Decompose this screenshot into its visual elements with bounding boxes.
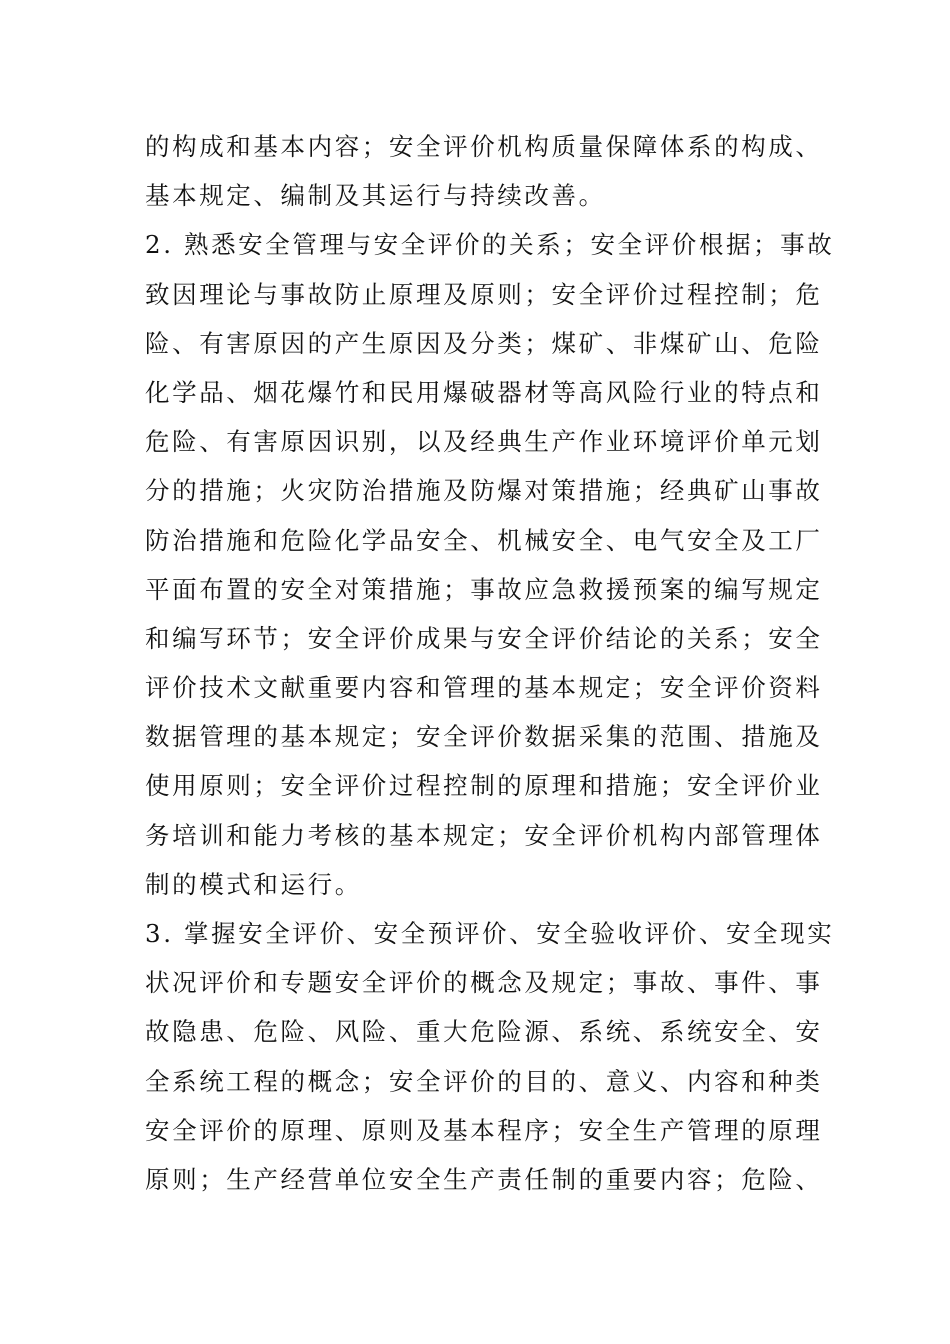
text-line: 故隐患、危险、风险、重大危险源、系统、系统安全、安 bbox=[145, 1017, 823, 1047]
text-line: 原则；生产经营单位安全生产责任制的重要内容；危险、 bbox=[145, 1164, 823, 1194]
text-line: 平面布置的安全对策措施；事故应急救援预案的编写规定 bbox=[145, 574, 823, 604]
text-line: 3. 掌握安全评价、安全预评价、安全验收评价、安全现实 bbox=[145, 919, 835, 948]
text-line: 防治措施和危险化学品安全、机械安全、电气安全及工厂 bbox=[145, 525, 823, 555]
body-text bbox=[145, 122, 835, 1204]
text-line: 的构成和基本内容；安全评价机构质量保障体系的构成、 bbox=[145, 132, 823, 161]
text-line: 状况评价和专题安全评价的概念及规定；事故、事件、事 bbox=[145, 968, 823, 998]
text-line: 和编写环节；安全评价成果与安全评价结论的关系；安全 bbox=[145, 623, 823, 653]
text-line: 使用原则；安全评价过程控制的原理和措施；安全评价业 bbox=[145, 771, 823, 801]
text-line: 化学品、烟花爆竹和民用爆破器材等高风险行业的特点和 bbox=[145, 377, 823, 407]
text-line: 数据管理的基本规定；安全评价数据采集的范围、措施及 bbox=[145, 722, 823, 752]
text-line: 全系统工程的概念；安全评价的目的、意义、内容和种类 bbox=[145, 1066, 823, 1096]
text-line: 险、有害原因的产生原因及分类；煤矿、非煤矿山、危险 bbox=[145, 328, 823, 358]
text-line: 基本规定、编制及其运行与持续改善。 bbox=[145, 181, 606, 211]
text-line: 危险、有害原因识别，以及经典生产作业环境评价单元划 bbox=[145, 427, 823, 457]
text-line: 2. 熟悉安全管理与安全评价的关系；安全评价根据；事故 bbox=[145, 230, 835, 260]
text-line: 制的模式和运行。 bbox=[145, 869, 362, 899]
text-line: 分的措施；火灾防治措施及防爆对策措施；经典矿山事故 bbox=[145, 476, 823, 506]
text-line: 评价技术文献重要内容和管理的基本规定；安全评价资料 bbox=[145, 673, 823, 703]
text-line: 务培训和能力考核的基本规定；安全评价机构内部管理体 bbox=[145, 820, 823, 850]
text-line: 致因理论与事故防止原理及原则；安全评价过程控制；危 bbox=[145, 279, 823, 309]
text-line: 安全评价的原理、原则及基本程序；安全生产管理的原理 bbox=[145, 1115, 823, 1145]
